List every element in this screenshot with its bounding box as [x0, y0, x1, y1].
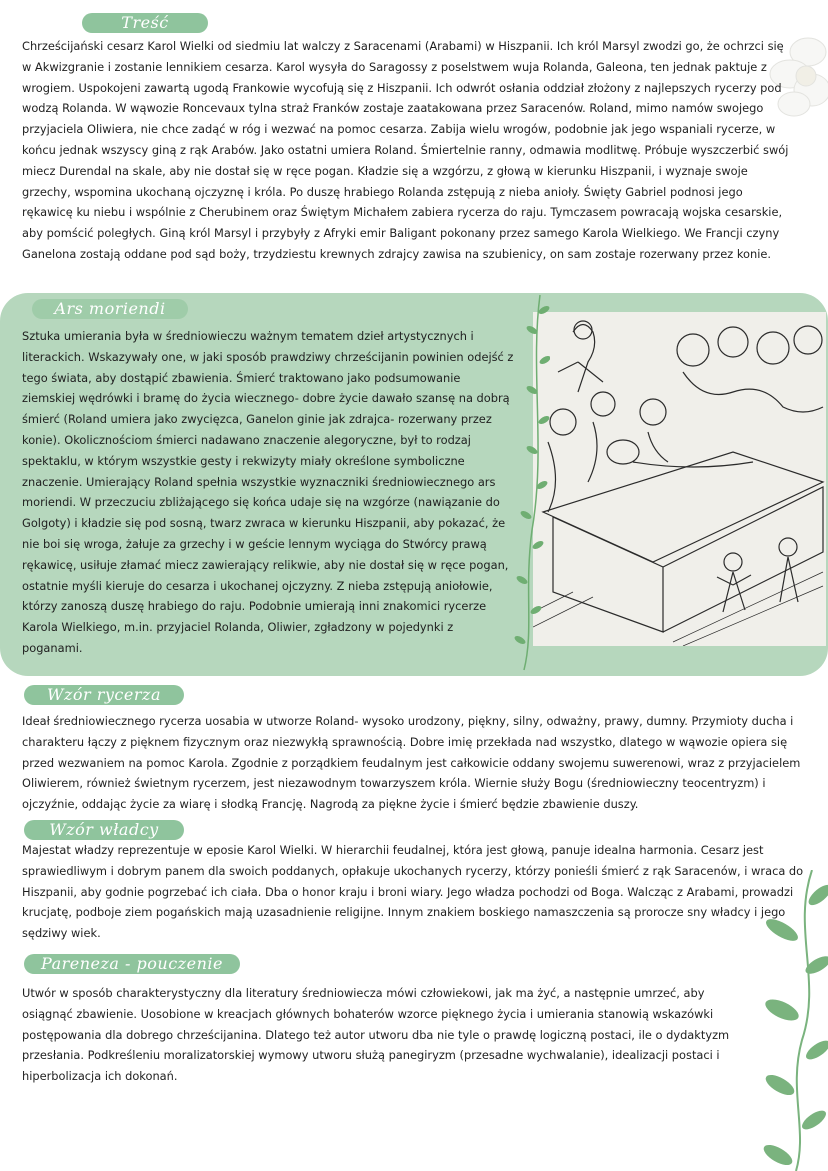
section-title-wzor-rycerza: Wzór rycerza	[24, 685, 184, 705]
deathbed-engraving	[533, 312, 826, 646]
vine-decoration-bottom-right	[752, 870, 828, 1171]
wzor-wladcy-text: Majestat władzy reprezentuje w eposie Karol Wielki. W hierarchii feudalnej, która jest głową, panuje idealna harmonia. Cesarz jest sprawiedliwym i dobrym panem dla swoich poddanych, opłakuje ukochanych rycerzy, którzy ponieśli śmierć z rąk Saracenów, i wraca do Hiszpanii, aby godnie pogrzebać ich ciała. Dba o honor kraju i broni wiary. Jego władza pochodzi od Boga. Walcząc z Arabami, prowadzi krucjatę, podboje ziem pogańskich mają uzasadnienie religijne. Innym znakiem boskiego namaszczenia są prorocze sny władcy i jego sędziwy wiek.	[22, 843, 804, 941]
section-title-pareneza: Pareneza - pouczenie	[24, 954, 240, 974]
vine-decoration-left	[510, 290, 550, 676]
section-title-tresc: Treść	[82, 13, 208, 33]
pareneza-text: Utwór w sposób charakterystyczny dla literatury średniowiecza mówi człowiekowi, jak ma żyć, a następnie umrzeć, aby osiągnąć zbawienie. Uosobione w kreacjach głównych bohaterów wzorce pięknego życia i umierania stanowią wskazówki postępowania dla dobrego chrześcijanina. Dlatego też autor utworu dba nie tyle o prawdę logiczną postaci, ile o dydaktyzm przesłania. Podkreśleniu moralizatorskiej wymowy utworu służą panegiryzm (przesadne wychwalanie), idealizacji postaci i hiperbolizacja ich dokonań.	[22, 986, 730, 1084]
section-title-ars-moriendi: Ars moriendi	[32, 299, 188, 319]
tresc-text: Chrześcijański cesarz Karol Wielki od siedmiu lat walczy z Saracenami (Arabami) w Hiszpanii. Ich król Marsyl zwodzi go, że ochrzci się w Akwizgranie i zostanie lennikiem cesarza. Karol wysyła do Saragossy z poselstwem wuja Rolanda, Galeona, ten jednak paktuje z wrogiem. Uspokojeni zawartą ugodą Frankowie wycofują się z Hiszpanii. Ich odwrót osłania oddział złożony z najlepszych rycerzy pod wodzą Rolanda. W wąwozie Roncevaux tylna straż Franków zostaje zaatakowana przez Saracenów. Roland, mimo namów swojego przyjaciela Oliwiera, nie chce zadąć w róg i wezwać na pomoc cesarza. Zabija wielu wrogów, podobnie jak jego wspaniali rycerze, w końcu jednak wszyscy giną z rąk Arabów. Jako ostatni umiera Roland. Śmiertelnie ranny, odmawia modlitwę. Próbuje wyszczerbić swój miecz Durendal na skale, aby nie dostał się w ręce pogan. Kładzie się a wzgórzu, z głową w kierunku Hiszpanii, i wyznaje swoje grzechy, wspomina ukochaną ojczyznę i króla. Po duszę hrabiego Rolanda zstępują z nieba anioły. Święty Gabriel podnosi jego rękawicę ku niebu i wspólnie z Cherubinem oraz Świętym Michałem zabiera rycerza do raju. Tymczasem powracają wojska cesarskie, aby pomścić poległych. Giną król Marsyl i przybyły z Afryki emir Baligant pokonany przez samego Karola Wielkiego. We Francji czyny Ganelona zostają oddane pod sąd boży, trzydziestu krewnych zdrajcy zawisa na szubienicy, on sam zostaje rozerwany przez konie.	[22, 39, 789, 261]
ars-moriendi-text: Sztuka umierania była w średniowieczu ważnym tematem dzieł artystycznych i literackich. Wskazywały one, w jaki sposób prawdziwy chrześcijanin powinien odejść z tego świata, aby dostąpić zbawienia. Śmierć traktowano jako podsumowanie ziemskiej wędrówki i bramę do życia wiecznego- dobre życie dawało szansę na dobrą śmierć (Roland umiera jako zwycięzca, Ganelon ginie jak zdrajca- rozerwany przez konie). Okolicznościom śmierci nadawano znaczenie alegoryczne, był to rodzaj spektaklu, w którym wszystkie gesty i rekwizyty miały określone symboliczne znaczenie. Umierający Roland spełnia wszystkie wyznaczniki średniowiecznego ars moriendi. W przeczuciu zbliżającego się końca udaje się na wzgórze (nawiązanie do Golgoty) i kładzie się pod sosną, twarz zwraca w kierunku Hiszpanii, aby pokazać, że nie boi się wroga, żałuje za grzechy i w geście lennym wyciąga do Stwórcy prawą rękawicę, usiłuje złamać miecz zawierający relikwie, aby nie dostał się w ręce pogan, ostatnie myśli kieruje do cesarza i ukochanej ojczyzny. Z nieba zstępują aniołowie, którzy zanoszą duszę hrabiego do raju. Podobnie umierają inni znakomici rycerze Karola Wielkiego, m.in. przyjaciel Rolanda, Oliwier, zgładzony w pojedynki z poganami.	[22, 329, 514, 655]
wzor-rycerza-text: Ideał średniowiecznego rycerza uosabia w utworze Roland- wysoko urodzony, piękny, silny, odważny, prawy, dumny. Przymioty ducha i charakteru łączy z pięknem fizycznym oraz niezwykłą sprawnością. Dobre imię przekłada nad wszystko, dlatego w wąwozie opiera się przed wezwaniem na pomoc Karola. Zgodnie z porządkiem feudalnym jest całkowicie oddany swojemu suwerenowi, wraz z przyjacielem Oliwierem, również świetnym rycerzem, jest niezawodnym towarzyszem króla. Wiernie służy Bogu (średniowieczny teocentryzm) i ojczyźnie, oddając życie za wiarę i słodką Francję. Nagrodą za piękne życie i śmierć będzie zbawienie duszy.	[22, 714, 801, 812]
section-title-wzor-wladcy: Wzór władcy	[24, 820, 184, 840]
